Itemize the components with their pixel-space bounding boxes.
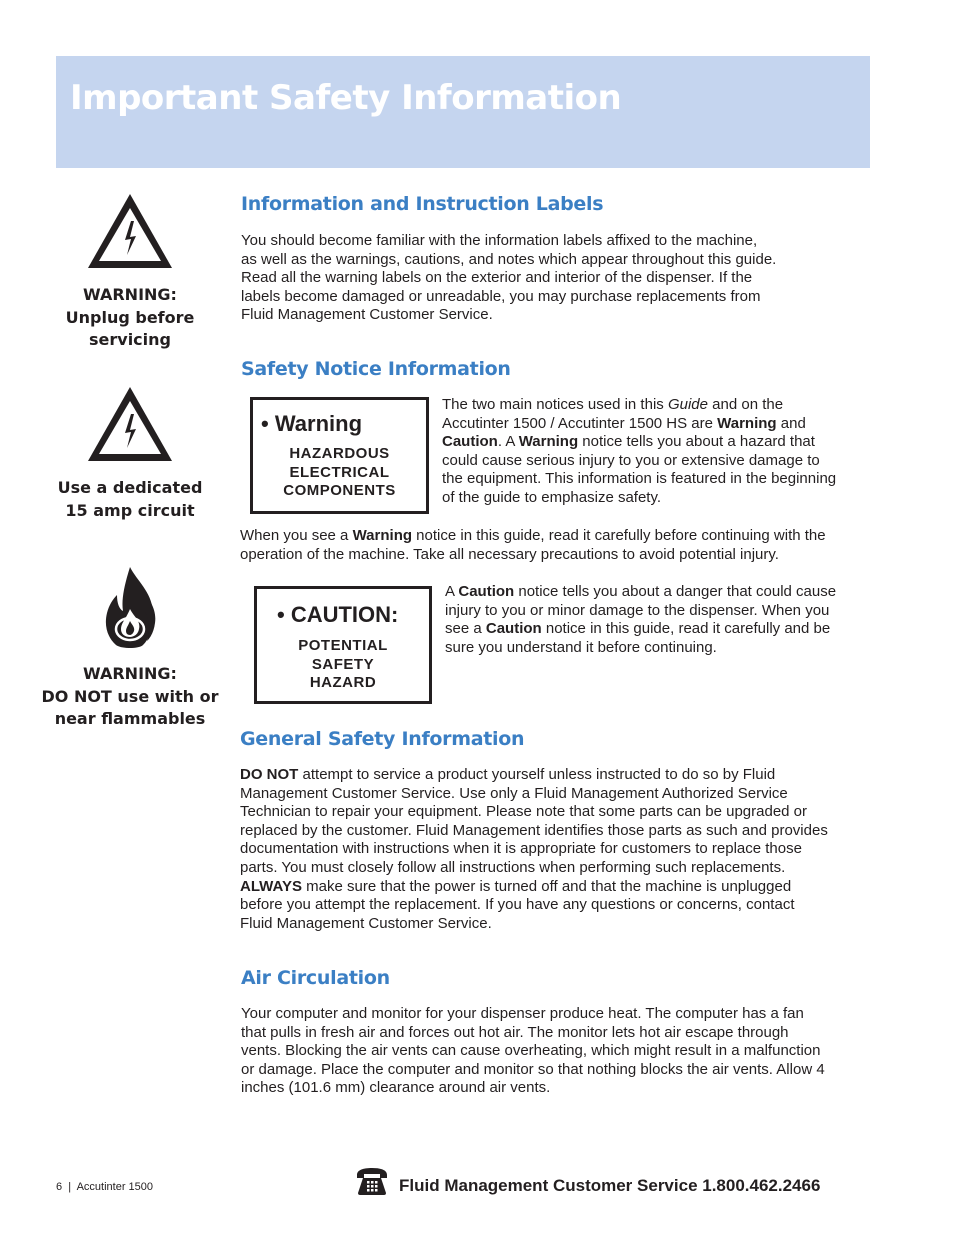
text-line: parts. You must closely follow all instructions when performing such replacements. (240, 858, 786, 876)
electrical-hazard-icon (84, 190, 176, 272)
section-heading-safety-notice: Safety Notice Information (241, 358, 511, 380)
text-line: You should become familiar with the information labels affixed to the machine, (241, 232, 758, 249)
sign-flammables (40, 565, 220, 731)
caution-notice-title (277, 602, 429, 628)
text-line: inches (101.6 mm) clearance around air vents. (241, 1079, 551, 1097)
text-line: Caution. A Warning notice tells you about a hazard that (442, 433, 815, 451)
sign-dedicated-circuit (40, 383, 220, 522)
customer-service-text: Fluid Management Customer Service 1.800.462.2466 (399, 1176, 821, 1195)
electrical-hazard-icon (84, 383, 176, 465)
bullet-icon: • (277, 602, 285, 627)
notice-intro-paragraph (442, 396, 836, 508)
sign-unplug (40, 190, 220, 352)
text-line: Fluid Management Customer Service. (240, 914, 492, 932)
text-line: Management Customer Service. Use only a Fluid Management Authorized Service (240, 784, 788, 802)
text-line: the equipment. This information is featured in the beginning (442, 470, 837, 488)
text-line: of the guide to emphasize safety. (442, 488, 662, 506)
sign-caption: WARNING: Unplug before servicing (65, 285, 195, 349)
telephone-icon (355, 1166, 389, 1196)
text-line: ALWAYS make sure that the power is turned off and that the machine is unplugged (240, 877, 792, 895)
section-heading-labels: Information and Instruction Labels (241, 193, 604, 215)
text-line: The two main notices used in this Guide and on the (442, 396, 784, 413)
text-line: vents. Blocking the air vents can cause overheating, which might result in a malfunction (241, 1042, 821, 1060)
text-line: A Caution notice tells you about a danger that could cause (445, 583, 837, 600)
text-line: before you attempt the replacement. If you have any questions or concerns, contact (240, 896, 795, 914)
text-line: When you see a Warning notice in this guide, read it carefully before continuing with the (240, 527, 826, 544)
text-line: labels become damaged or unreadable, you may purchase replacements from (241, 287, 761, 305)
section-heading-general: General Safety Information (240, 728, 525, 750)
caution-label: CAUTION: (290, 602, 399, 627)
text-line: see a Caution notice in this guide, read it carefully and be (445, 620, 831, 638)
text-line: Your computer and monitor for your dispenser produce heat. The computer has a fan (241, 1005, 804, 1022)
general-paragraph (240, 766, 828, 933)
text-line: Technician to repair your equipment. Please note that some parts can be upgraded or (240, 803, 808, 821)
text-line: injury to you or minor damage to the dispenser. When you (445, 601, 830, 619)
text-line: that pulls in fresh air and forces out hot air. The monitor lets hot air escape through (241, 1023, 789, 1041)
warning-notice-subtitle: HAZARDOUS ELECTRICAL COMPONENTS (283, 445, 396, 500)
text-line: or damage. Place the computer and monitor so that nothing blocks the air vents. Allow 4 (241, 1060, 825, 1078)
customer-service-footer (355, 1166, 820, 1196)
bullet-icon: • (261, 411, 269, 436)
page-footer-label: 6 | Accutinter 1500 (56, 1181, 154, 1193)
title-banner (56, 56, 870, 168)
text-line: Fluid Management Customer Service. (241, 306, 493, 324)
text-line: DO NOT attempt to service a product yourself unless instructed to do so by Fluid (240, 766, 776, 783)
text-line: Accutinter 1500 / Accutinter 1500 HS are Warning and (442, 414, 806, 432)
labels-paragraph (241, 232, 776, 325)
warning-notice-title (261, 411, 426, 437)
air-paragraph (241, 1005, 825, 1098)
text-line: sure you understand it before continuing. (445, 638, 717, 656)
caution-notice-box (254, 586, 432, 704)
text-line: could cause serious injury to you or extensive damage to (442, 451, 820, 469)
section-heading-air: Air Circulation (241, 967, 390, 989)
warning-note-paragraph (240, 527, 826, 564)
flame-icon (99, 565, 161, 651)
warning-notice-box (250, 397, 429, 514)
sign-caption: Use a dedicated 15 amp circuit (57, 478, 203, 520)
text-line: Read all the warning labels on the exterior and interior of the dispenser. If the (241, 269, 753, 287)
text-line: replaced by the customer. Fluid Management identifies those parts as such and provides (240, 821, 828, 839)
caution-paragraph (445, 583, 836, 657)
page-title: Important Safety Information (70, 78, 622, 118)
text-line: operation of the machine. Take all necessary precautions to avoid potential injury. (240, 545, 779, 563)
warning-label: Warning (274, 411, 363, 436)
sign-caption: WARNING: DO NOT use with or near flammables (41, 664, 219, 728)
text-line: as well as the warnings, cautions, and notes which appear throughout this guide. (241, 250, 777, 268)
caution-notice-subtitle: POTENTIAL SAFETY HAZARD (298, 637, 388, 692)
text-line: documentation with instructions when it is appropriate for customers to replace those (240, 840, 802, 858)
